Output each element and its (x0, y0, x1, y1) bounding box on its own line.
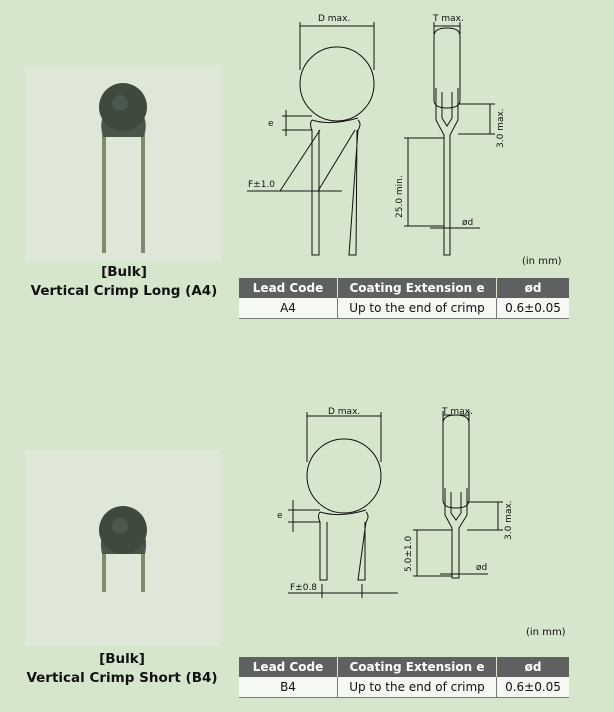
crimp-label: 3.0 max. (496, 108, 506, 148)
bulk-label: [Bulk] (99, 651, 145, 667)
spec-table-b4 (239, 657, 569, 698)
f-label: F±0.8 (290, 583, 318, 593)
phi-d-label: ød (462, 218, 474, 228)
d-max-label: D max. (328, 407, 361, 417)
length-label: 25.0 min. (395, 175, 405, 218)
cell-coating-extension: Up to the end of crimp (338, 677, 497, 698)
cell-coating-extension: Up to the end of crimp (338, 298, 497, 319)
header-coating-extension: Coating Extension e (338, 278, 497, 298)
t-max-label: T max. (433, 14, 464, 24)
crimp-label: 3.0 max. (504, 500, 514, 540)
header-coating-extension: Coating Extension e (338, 657, 497, 677)
unit-label: (in mm) (522, 256, 562, 267)
cell-lead-code: B4 (239, 677, 338, 698)
cell-phi-d: 0.6±0.05 (497, 298, 570, 319)
table-header-row (239, 657, 569, 677)
header-phi-d: ød (497, 657, 570, 677)
variant-label: Vertical Crimp Short (B4) (26, 670, 218, 686)
front-disc-outline (307, 439, 381, 513)
header-phi-d: ød (497, 278, 570, 298)
f-label: F±1.0 (248, 180, 276, 190)
variant-label: Vertical Crimp Long (A4) (30, 283, 218, 299)
cell-phi-d: 0.6±0.05 (497, 677, 570, 698)
table-row (239, 677, 569, 698)
e-label: e (268, 119, 274, 129)
t-max-label: T max. (442, 407, 473, 417)
length-label: 5.0±1.0 (404, 535, 414, 572)
d-max-label: D max. (318, 14, 351, 24)
unit-label: (in mm) (526, 627, 566, 638)
bulk-label: [Bulk] (101, 264, 147, 280)
header-lead-code: Lead Code (239, 657, 338, 677)
cell-lead-code: A4 (239, 298, 338, 319)
e-label: e (277, 511, 283, 521)
phi-d-label: ød (476, 563, 488, 573)
side-body-outline (443, 415, 469, 508)
header-lead-code: Lead Code (239, 278, 338, 298)
